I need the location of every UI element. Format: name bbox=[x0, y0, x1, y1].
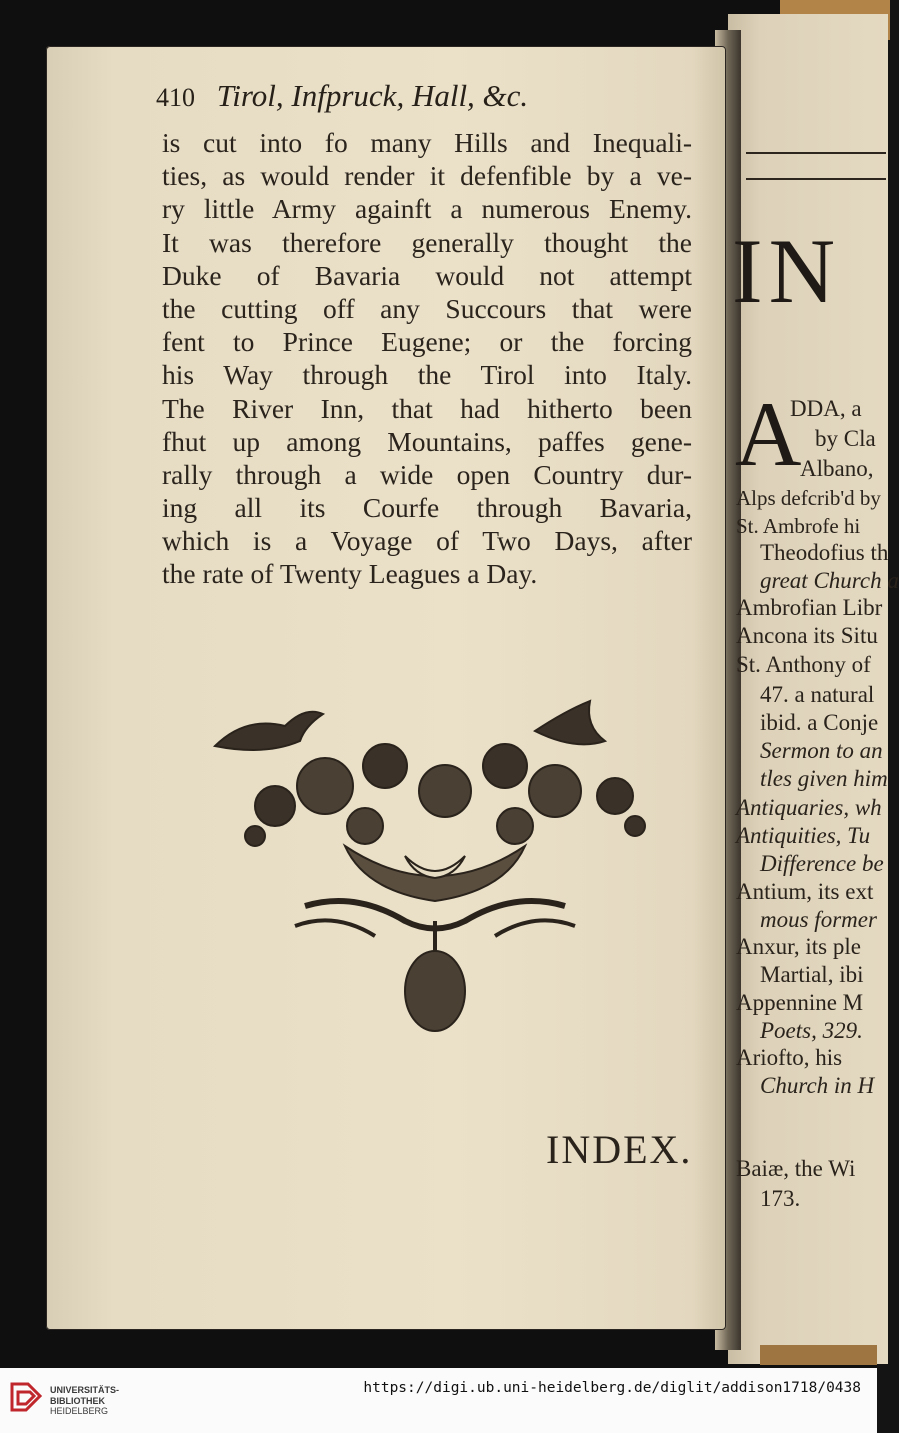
drop-cap: A bbox=[735, 383, 802, 485]
logo-line: UNIVERSITÄTS- bbox=[50, 1385, 120, 1395]
text-line: rally through a wide open Country dur- bbox=[162, 458, 692, 490]
page-number: 410 bbox=[156, 83, 195, 112]
text-line: fhut up among Mountains, paffes gene- bbox=[162, 425, 692, 457]
index-entry: Theodofius th bbox=[760, 540, 889, 565]
index-entry: Ariofto, his bbox=[736, 1045, 843, 1070]
library-logo-icon bbox=[8, 1378, 44, 1418]
index-entry: Ancona its Situ bbox=[736, 623, 878, 648]
index-entry: tles given him bbox=[760, 766, 888, 791]
index-entry: 173. bbox=[760, 1186, 801, 1211]
text-line: ties, as would render it defenfible by a ve- bbox=[162, 160, 692, 192]
book-cover-bottom bbox=[760, 1345, 877, 1365]
index-entry: St. Anthony of bbox=[736, 652, 871, 677]
index-entry: Ambrofian Libr bbox=[736, 595, 883, 620]
index-entry: great Church a bbox=[760, 568, 899, 593]
index-entry: Sermon to an bbox=[760, 738, 883, 763]
body-text bbox=[162, 126, 692, 591]
index-entry: by Cla bbox=[815, 426, 876, 451]
index-entry: Difference be bbox=[760, 851, 884, 876]
catchword: INDEX. bbox=[546, 1127, 693, 1172]
text-line: It was therefore generally thought the bbox=[162, 226, 692, 258]
index-entry: Albano, bbox=[800, 456, 874, 481]
text-line: ing all its Courfe through Bavaria, bbox=[162, 492, 692, 524]
running-title: Tirol, Infpruck, Hall, &c. bbox=[216, 78, 529, 113]
index-entry: DDA, a bbox=[790, 396, 862, 421]
index-entry: St. Ambrofe hi bbox=[736, 514, 861, 538]
index-entry: 47. a natural bbox=[760, 682, 875, 707]
index-entry: ibid. a Conje bbox=[760, 710, 879, 735]
text-line: The River Inn, that had hitherto been bbox=[162, 392, 692, 424]
index-entry: Alps defcrib'd by bbox=[736, 486, 881, 510]
index-entry: Antium, its ext bbox=[736, 879, 874, 904]
index-entry: Antiquities, Tu bbox=[736, 823, 871, 848]
index-entry: Anxur, its ple bbox=[736, 934, 861, 959]
text-line: ry little Army againft a numerous Enemy. bbox=[162, 193, 692, 225]
text-line: is cut into fo many Hills and Inequali- bbox=[162, 127, 692, 158]
logo-line: BIBLIOTHEK bbox=[50, 1395, 105, 1406]
footer-bar bbox=[0, 1368, 877, 1433]
index-heading: IN bbox=[732, 220, 842, 322]
rule-bottom bbox=[746, 178, 886, 180]
library-logo-text bbox=[50, 1385, 119, 1417]
text-line: which is a Voyage of Two Days, after bbox=[162, 525, 692, 557]
index-entry: mous former bbox=[760, 907, 877, 932]
index-entry: Poets, 329. bbox=[760, 1018, 863, 1043]
text-line: Duke of Bavaria would not attempt bbox=[162, 259, 692, 291]
index-entry: Baiæ, the Wi bbox=[736, 1156, 856, 1181]
index-entry: Church in H bbox=[760, 1073, 875, 1098]
text-line: fent to Prince Eugene; or the forcing bbox=[162, 326, 692, 358]
running-head bbox=[156, 78, 636, 124]
index-entry: Appennine M bbox=[736, 990, 864, 1015]
text-line: the cutting off any Succours that were bbox=[162, 292, 692, 324]
permalink-url[interactable]: https://digi.ub.uni-heidelberg.de/diglit/addison1718/0438 bbox=[363, 1380, 861, 1396]
index-entry: Martial, ibi bbox=[760, 962, 864, 987]
index-entry: Antiquaries, wh bbox=[736, 795, 882, 820]
logo-line: HEIDELBERG bbox=[50, 1406, 109, 1416]
text-line: the rate of Twenty Leagues a Day. bbox=[162, 558, 538, 590]
rule-top bbox=[746, 152, 886, 154]
floral-ornament-icon bbox=[205, 696, 660, 1046]
text-line: his Way through the Tirol into Italy. bbox=[162, 359, 692, 391]
